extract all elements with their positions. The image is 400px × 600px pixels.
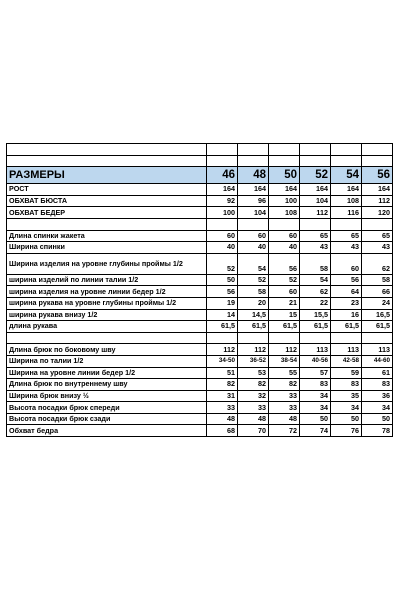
value-cell: 82	[269, 379, 300, 391]
value-cell: 36	[362, 390, 393, 402]
size-header: 56	[362, 167, 393, 184]
empty-cell	[300, 144, 331, 156]
size-header: 46	[207, 167, 238, 184]
value-cell: 36-52	[238, 355, 269, 367]
table-row	[7, 344, 393, 356]
empty-cell	[362, 218, 393, 230]
value-cell: 60	[207, 230, 238, 242]
empty-cell	[331, 218, 362, 230]
value-cell: 112	[300, 207, 331, 219]
header-row	[7, 167, 393, 184]
value-cell: 100	[207, 207, 238, 219]
value-cell: 35	[331, 390, 362, 402]
value-cell: 83	[362, 379, 393, 391]
value-cell: 52	[269, 274, 300, 286]
value-cell: 34	[300, 390, 331, 402]
spacer-row	[7, 332, 393, 344]
value-cell: 58	[362, 274, 393, 286]
value-cell: 82	[207, 379, 238, 391]
value-cell: 82	[238, 379, 269, 391]
value-cell: 62	[300, 286, 331, 298]
table-row	[7, 274, 393, 286]
value-cell: 164	[269, 184, 300, 196]
value-cell: 104	[238, 207, 269, 219]
parameter-label: ширина изделия на уровне линии бедер 1/2	[7, 286, 207, 298]
value-cell: 108	[269, 207, 300, 219]
value-cell: 68	[207, 425, 238, 437]
size-table-body	[7, 144, 393, 437]
value-cell: 40	[238, 242, 269, 254]
value-cell: 34	[331, 402, 362, 414]
size-header: 48	[238, 167, 269, 184]
table-row	[7, 230, 393, 242]
empty-cell	[238, 332, 269, 344]
value-cell: 164	[207, 184, 238, 196]
value-cell: 76	[331, 425, 362, 437]
value-cell: 61,5	[269, 321, 300, 333]
value-cell: 34	[300, 402, 331, 414]
parameter-label: Ширина изделия на уровне глубины проймы 1/2	[7, 253, 207, 274]
parameter-label: Длина спинки жакета	[7, 230, 207, 242]
table-row	[7, 253, 393, 274]
table-row	[7, 367, 393, 379]
value-cell: 54	[300, 274, 331, 286]
empty-cell	[207, 218, 238, 230]
value-cell: 48	[269, 413, 300, 425]
value-cell: 70	[238, 425, 269, 437]
value-cell: 59	[331, 367, 362, 379]
value-cell: 14	[207, 309, 238, 321]
empty-cell	[238, 144, 269, 156]
value-cell: 52	[207, 253, 238, 274]
value-cell: 61,5	[362, 321, 393, 333]
value-cell: 100	[269, 195, 300, 207]
empty-cell	[300, 218, 331, 230]
value-cell: 22	[300, 297, 331, 309]
value-cell: 164	[238, 184, 269, 196]
empty-cell	[238, 218, 269, 230]
value-cell: 61,5	[238, 321, 269, 333]
empty-cell	[362, 144, 393, 156]
value-cell: 34	[362, 402, 393, 414]
parameter-label: Ширина на уровне линии бедер 1/2	[7, 367, 207, 379]
empty-cell	[362, 332, 393, 344]
empty-cell	[207, 155, 238, 167]
spacer-row	[7, 218, 393, 230]
value-cell: 21	[269, 297, 300, 309]
table-row	[7, 413, 393, 425]
value-cell: 56	[269, 253, 300, 274]
value-cell: 52	[238, 274, 269, 286]
table-row	[7, 309, 393, 321]
value-cell: 43	[300, 242, 331, 254]
value-cell: 96	[238, 195, 269, 207]
empty-cell	[238, 155, 269, 167]
value-cell: 72	[269, 425, 300, 437]
value-cell: 113	[362, 344, 393, 356]
value-cell: 112	[362, 195, 393, 207]
spacer-row	[7, 155, 393, 167]
value-cell: 54	[238, 253, 269, 274]
value-cell: 50	[362, 413, 393, 425]
parameter-label: ширина рукава на уровне глубины проймы 1/2	[7, 297, 207, 309]
size-header: 52	[300, 167, 331, 184]
table-row	[7, 425, 393, 437]
empty-cell	[300, 155, 331, 167]
table-row	[7, 195, 393, 207]
value-cell: 65	[300, 230, 331, 242]
table-row	[7, 286, 393, 298]
value-cell: 53	[238, 367, 269, 379]
size-table	[6, 143, 393, 437]
value-cell: 112	[269, 344, 300, 356]
table-row	[7, 390, 393, 402]
value-cell: 33	[207, 402, 238, 414]
table-row	[7, 379, 393, 391]
value-cell: 33	[238, 402, 269, 414]
parameter-label: Ширина спинки	[7, 242, 207, 254]
value-cell: 58	[238, 286, 269, 298]
value-cell: 60	[269, 286, 300, 298]
value-cell: 60	[238, 230, 269, 242]
value-cell: 61,5	[331, 321, 362, 333]
parameter-label: Длина брюк по внутреннему шву	[7, 379, 207, 391]
value-cell: 78	[362, 425, 393, 437]
table-row	[7, 207, 393, 219]
value-cell: 48	[207, 413, 238, 425]
value-cell: 58	[300, 253, 331, 274]
header-label: РАЗМЕРЫ	[7, 167, 207, 184]
value-cell: 60	[269, 230, 300, 242]
empty-cell	[7, 218, 207, 230]
empty-cell	[331, 144, 362, 156]
value-cell: 116	[331, 207, 362, 219]
value-cell: 50	[207, 274, 238, 286]
value-cell: 56	[331, 274, 362, 286]
value-cell: 92	[207, 195, 238, 207]
empty-cell	[207, 332, 238, 344]
value-cell: 42-58	[331, 355, 362, 367]
value-cell: 51	[207, 367, 238, 379]
parameter-label: Обхват бедра	[7, 425, 207, 437]
value-cell: 108	[331, 195, 362, 207]
table-row	[7, 242, 393, 254]
parameter-label: длина рукава	[7, 321, 207, 333]
empty-cell	[7, 155, 207, 167]
table-row	[7, 184, 393, 196]
value-cell: 19	[207, 297, 238, 309]
value-cell: 32	[238, 390, 269, 402]
table-row	[7, 321, 393, 333]
value-cell: 60	[331, 253, 362, 274]
value-cell: 15	[269, 309, 300, 321]
value-cell: 24	[362, 297, 393, 309]
size-chart	[6, 143, 392, 437]
empty-cell	[207, 144, 238, 156]
value-cell: 112	[238, 344, 269, 356]
size-header: 54	[331, 167, 362, 184]
parameter-label: ОБХВАТ БЕДЕР	[7, 207, 207, 219]
value-cell: 20	[238, 297, 269, 309]
value-cell: 33	[269, 402, 300, 414]
value-cell: 104	[300, 195, 331, 207]
empty-cell	[300, 332, 331, 344]
value-cell: 55	[269, 367, 300, 379]
value-cell: 61,5	[300, 321, 331, 333]
empty-cell	[7, 144, 207, 156]
parameter-label: РОСТ	[7, 184, 207, 196]
value-cell: 66	[362, 286, 393, 298]
empty-cell	[269, 144, 300, 156]
value-cell: 15,5	[300, 309, 331, 321]
empty-cell	[269, 218, 300, 230]
value-cell: 65	[331, 230, 362, 242]
parameter-label: ширина изделий по линии талии 1/2	[7, 274, 207, 286]
value-cell: 83	[300, 379, 331, 391]
value-cell: 57	[300, 367, 331, 379]
value-cell: 23	[331, 297, 362, 309]
parameter-label: Ширина брюк внизу ½	[7, 390, 207, 402]
size-header: 50	[269, 167, 300, 184]
value-cell: 83	[331, 379, 362, 391]
value-cell: 56	[207, 286, 238, 298]
value-cell: 62	[362, 253, 393, 274]
value-cell: 74	[300, 425, 331, 437]
value-cell: 14,5	[238, 309, 269, 321]
value-cell: 164	[300, 184, 331, 196]
table-row	[7, 297, 393, 309]
value-cell: 164	[362, 184, 393, 196]
value-cell: 43	[331, 242, 362, 254]
parameter-label: ОБХВАТ БЮСТА	[7, 195, 207, 207]
value-cell: 33	[269, 390, 300, 402]
value-cell: 40	[207, 242, 238, 254]
value-cell: 16	[331, 309, 362, 321]
spacer-row	[7, 144, 393, 156]
value-cell: 164	[331, 184, 362, 196]
value-cell: 61	[362, 367, 393, 379]
value-cell: 48	[238, 413, 269, 425]
value-cell: 65	[362, 230, 393, 242]
empty-cell	[331, 155, 362, 167]
empty-cell	[362, 155, 393, 167]
parameter-label: Высота посадки брюк сзади	[7, 413, 207, 425]
value-cell: 120	[362, 207, 393, 219]
parameter-label: Длина брюк по боковому шву	[7, 344, 207, 356]
parameter-label: Высота посадки брюк спереди	[7, 402, 207, 414]
value-cell: 44-60	[362, 355, 393, 367]
value-cell: 38-54	[269, 355, 300, 367]
value-cell: 61,5	[207, 321, 238, 333]
empty-cell	[331, 332, 362, 344]
value-cell: 16,5	[362, 309, 393, 321]
value-cell: 64	[331, 286, 362, 298]
empty-cell	[269, 332, 300, 344]
table-row	[7, 355, 393, 367]
parameter-label: Ширина по талии 1/2	[7, 355, 207, 367]
empty-cell	[7, 332, 207, 344]
value-cell: 40	[269, 242, 300, 254]
value-cell: 31	[207, 390, 238, 402]
value-cell: 34-50	[207, 355, 238, 367]
value-cell: 113	[331, 344, 362, 356]
value-cell: 40-56	[300, 355, 331, 367]
table-row	[7, 402, 393, 414]
value-cell: 50	[300, 413, 331, 425]
parameter-label: ширина рукава внизу 1/2	[7, 309, 207, 321]
value-cell: 50	[331, 413, 362, 425]
value-cell: 112	[207, 344, 238, 356]
empty-cell	[269, 155, 300, 167]
value-cell: 113	[300, 344, 331, 356]
value-cell: 43	[362, 242, 393, 254]
